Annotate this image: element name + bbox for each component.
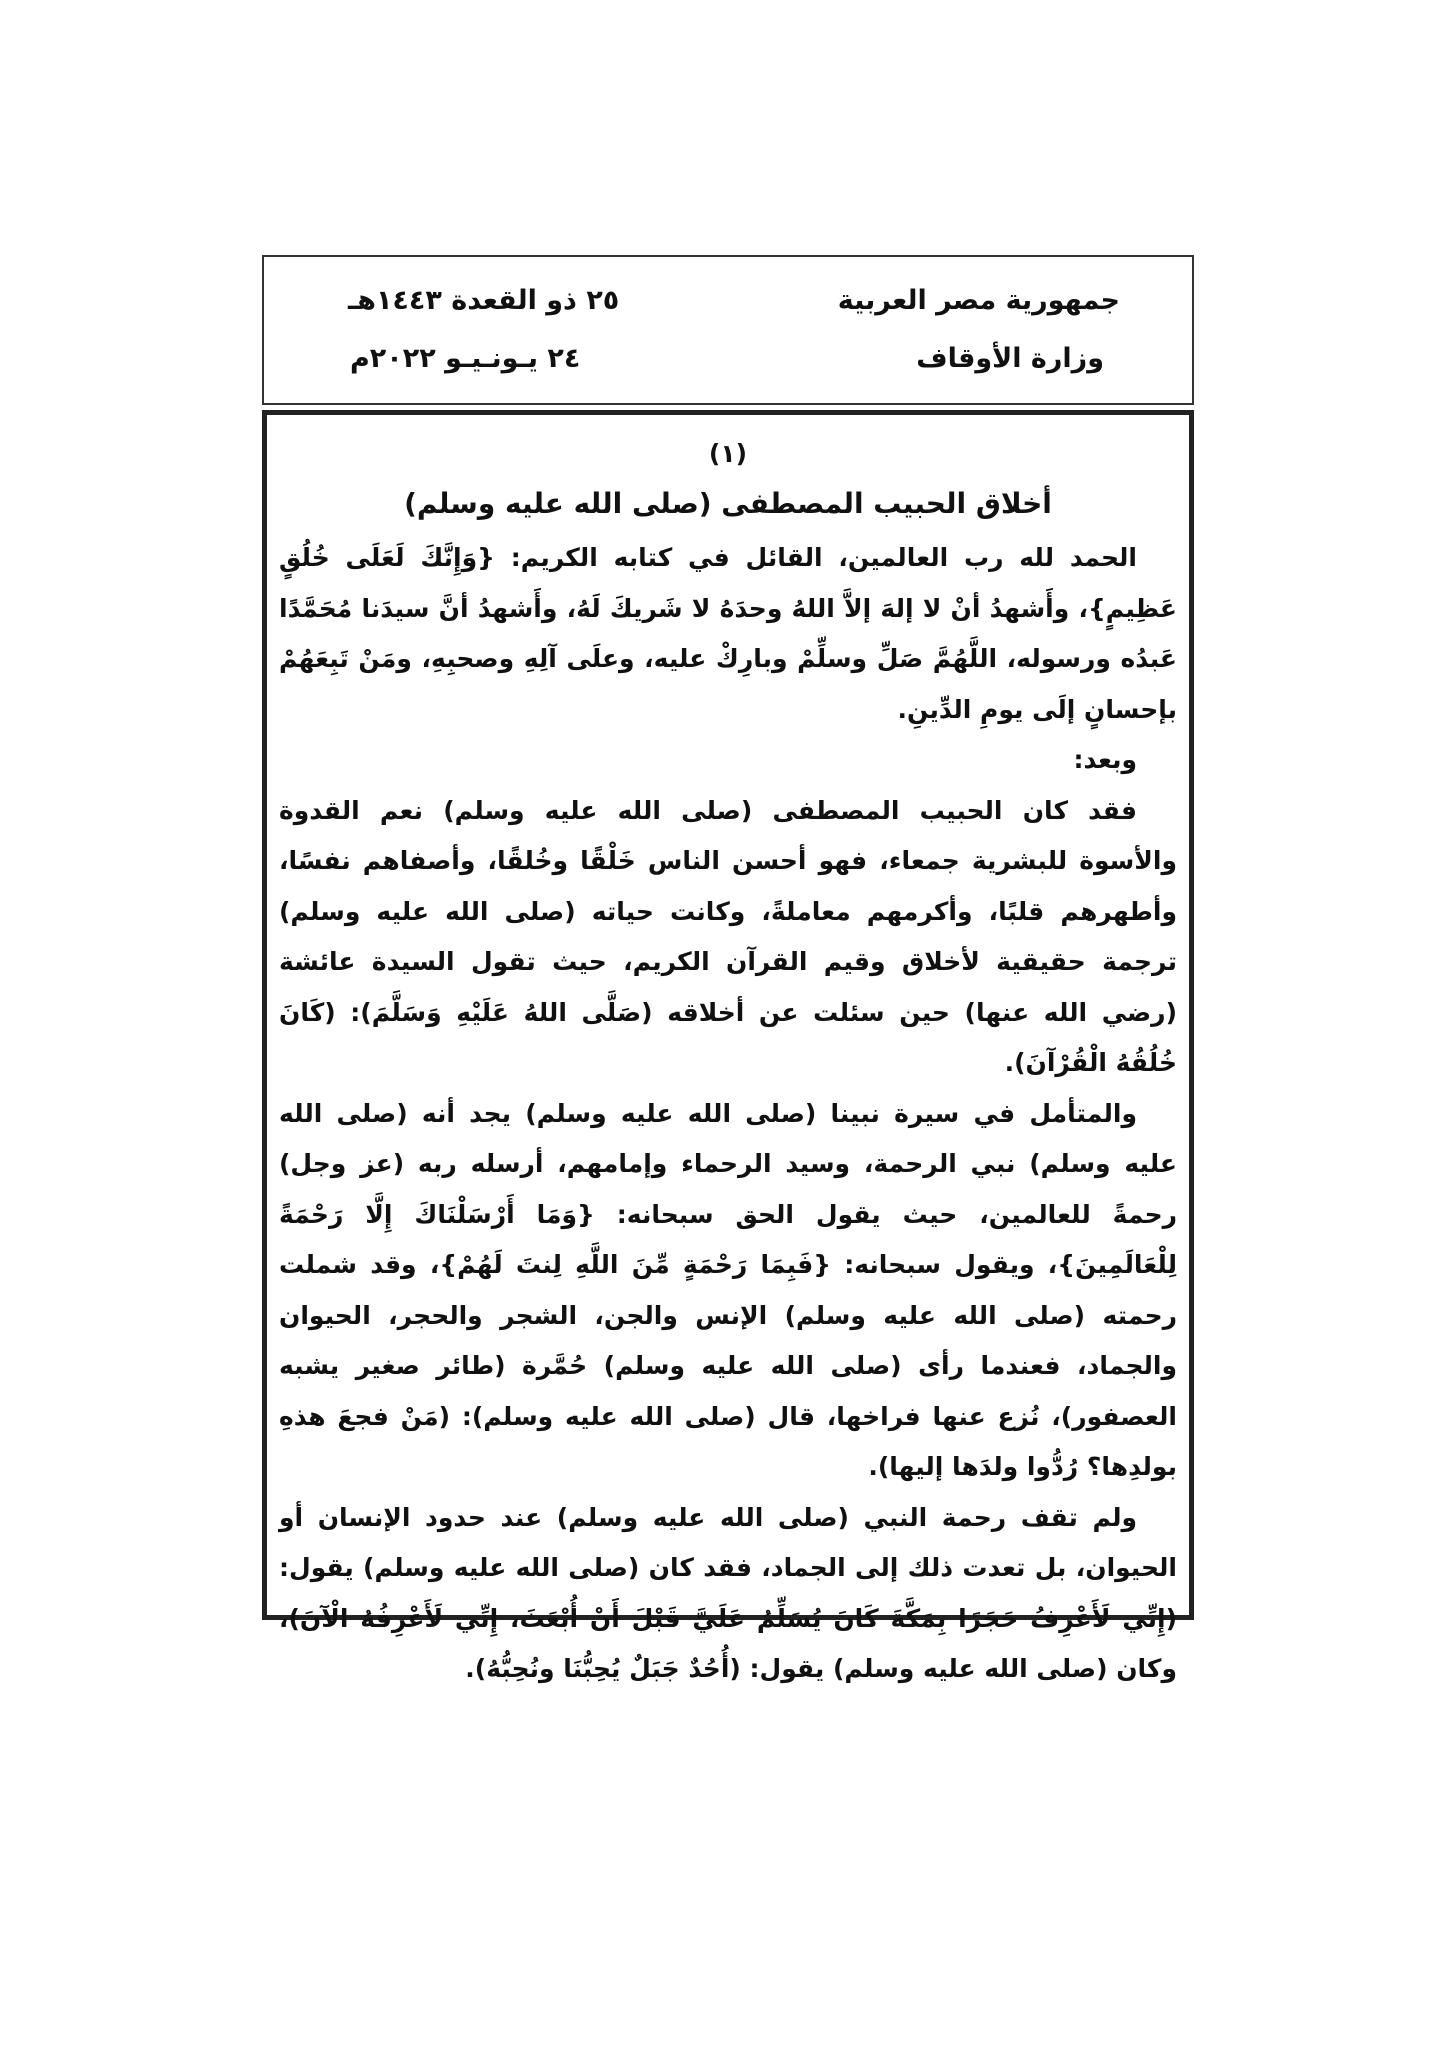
paragraph-character: فقد كان الحبيب المصطفى (صلى الله عليه وسلم) نعم القدوة والأسوة للبشرية جمعاء، فهو أحسن الناس خَلْقًا وخُلقًا، وأصفاهم نفسًا، وأطهرهم قلبًا، وأكرمهم معاملةً، وكانت حياته (صلى الله عليه وسلم) ترجمة حقيقية لأخلاق وقيم القرآن الكريم، حيث تقول السيدة عائشة (رضي الله عنها) حين سئلت عن أخلاقه (صَلَّى اللهُ عَلَيْهِ وَسَلَّمَ): (كَانَ خُلُقُهُ الْقُرْآنَ). <box>279 795 1177 1077</box>
document-body <box>262 410 1194 1683</box>
document-title: أخلاق الحبيب المصطفى (صلى الله عليه وسلم) <box>404 487 1052 520</box>
document-header <box>262 255 1194 405</box>
body-text <box>279 533 1177 1695</box>
paragraph-mercy: والمتأمل في سيرة نبينا (صلى الله عليه وسلم) يجد أنه (صلى الله عليه وسلم) نبي الرحمة، وسيد الرحماء وإمامهم، أرسله ربه (عز وجل) رحمةً للعالمين، حيث يقول الحق سبحانه: {وَمَا أَرْسَلْنَاكَ إِلَّا رَحْمَةً لِلْعَالَمِينَ}، ويقول سبحانه: {فَبِمَا رَحْمَةٍ مِّنَ اللَّهِ لِنتَ لَهُمْ}، وقد شملت رحمته (صلى الله عليه وسلم) الإنس والجن، الشجر والحجر، الحيوان والجماد، فعندما رأى (صلى الله عليه وسلم) حُمَّرة (طائر صغير يشبه العصفور)، نُزع عنها فراخها، قال (صلى الله عليه وسلم): (مَنْ فجعَ هذهِ بولدِها؟ رُدُّوا ولدَها إليها). <box>279 1098 1177 1481</box>
country-name: جمهورية مصر العربية <box>837 285 1120 316</box>
ministry-name: وزارة الأوقاف <box>916 343 1104 374</box>
page-number: (١) <box>708 439 748 468</box>
paragraph-inanimate: ولم تقف رحمة النبي (صلى الله عليه وسلم) عند حدود الإنسان أو الحيوان، بل تعدت ذلك إلى الجماد، فقد كان (صلى الله عليه وسلم) يقول: (إِنِّي لَأَعْرِفُ حَجَرًا بِمَكَّةَ كَانَ يُسَلِّمُ عَلَيَّ قَبْلَ أَنْ أُبْعَثَ، إِنِّي لَأَعْرِفُهُ الْآنَ)، وكان (صلى الله عليه وسلم) يقول: (أُحُدٌ جَبَلٌ يُحِبُّنَا ونُحِبُّهُ). <box>279 1502 1177 1683</box>
hijri-date: ٢٥ ذو القعدة ١٤٤٣هـ <box>348 285 620 316</box>
paragraph-opening: الحمد لله رب العالمين، القائل في كتابه الكريم: {وَإِنَّكَ لَعَلَى خُلُقٍ عَظِيمٍ}، وأَشهدُ أنْ لا إلهَ إلاَّ اللهُ وحدَهُ لا شَريكَ لَهُ، وأَشهدُ أنَّ سيدَنا مُحَمَّدًا عَبدُه ورسوله، اللَّهُمَّ صَلِّ وسلِّمْ وبارِكْ عليه، وعلَى آلِهِ وصحبِهِ، ومَنْ تَبِعَهُمْ بإحسانٍ إلَى يومِ الدِّينِ. <box>279 543 1177 724</box>
paragraph-transition: وبعد: <box>1073 745 1137 774</box>
gregorian-date: ٢٤ يـونـيـو ٢٠٢٢م <box>350 343 581 374</box>
